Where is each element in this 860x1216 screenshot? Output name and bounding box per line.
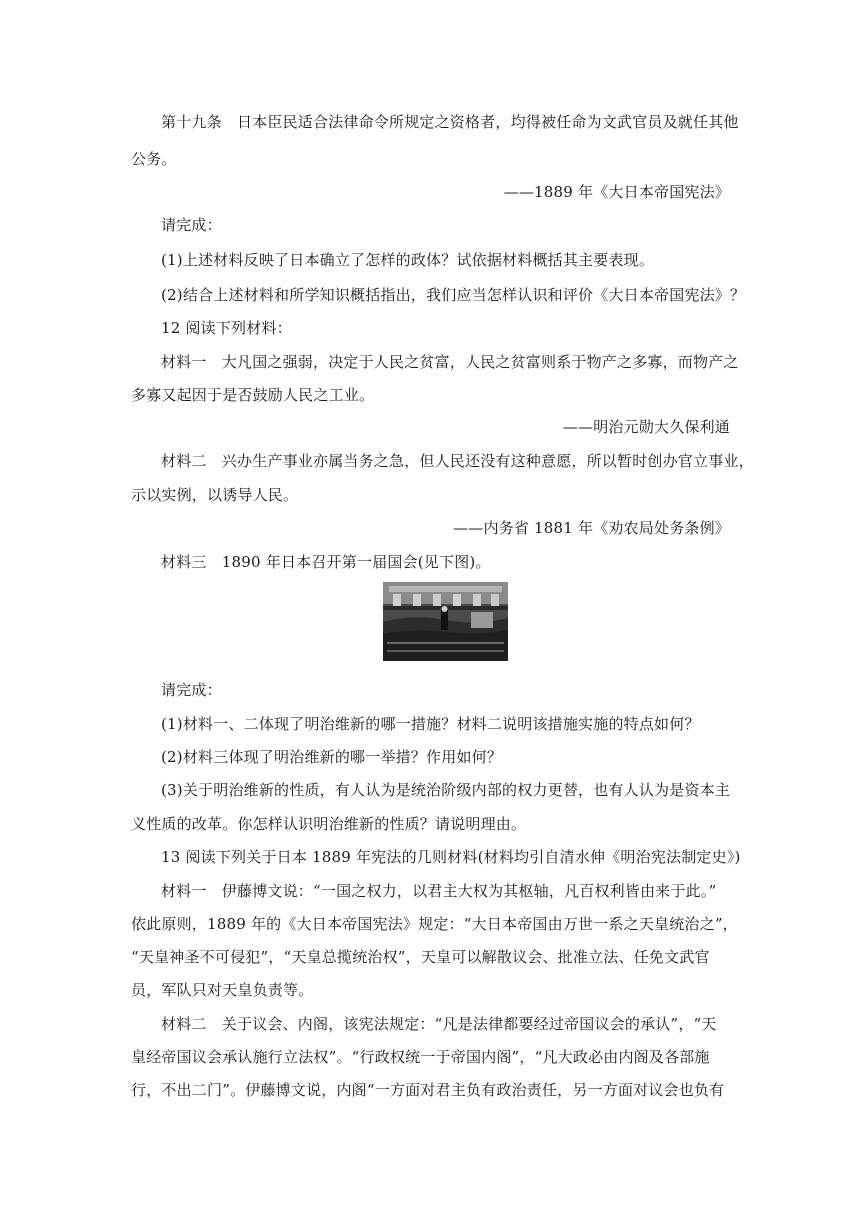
- q13-material-2-line-3: 行，不出二门”。伊藤博文说，内阁“一方面对君主负有政治责任，另一方面对议会也负有: [131, 1081, 725, 1099]
- question-3-line-2: 义性质的改革。你怎样认识明治维新的性质？请说明理由。: [131, 815, 527, 833]
- material-3-line: 材料三 1890 年日本召开第一届国会(见下图)。: [161, 553, 491, 571]
- material-2-line-1: 材料二 兴办生产事业亦属当务之急，但人民还没有这种意愿，所以暂时创办官立事业，: [161, 452, 754, 470]
- q13-material-2-line-2: 皇经帝国议会承认施行立法权”。“行政权统一于帝国内阁”，“凡大政必由内阁及各部施: [131, 1048, 710, 1066]
- task-heading: 请完成：: [161, 681, 222, 699]
- question-13-heading: 13 阅读下列关于日本 1889 年宪法的几则材料(材料均引自清水伸《明治宪法制定史》): [161, 848, 741, 866]
- article-19-line-1: 第十九条 日本臣民适合法律命令所规定之资格者，均得被任命为文武官员及就任其他: [161, 113, 739, 131]
- question-2: (2)结合上述材料和所学知识概括指出，我们应当怎样认识和评价《大日本帝国宪法》？: [161, 286, 746, 304]
- material-1-line-2: 多寡又起因于是否鼓励人民之工业。: [131, 386, 375, 404]
- question-3-line-1: (3)关于明治维新的性质，有人认为是统治阶级内部的权力更替，也有人认为是资本主: [161, 781, 731, 799]
- source-citation: ——1889 年《大日本帝国宪法》: [503, 183, 730, 201]
- article-19-line-2: 公务。: [131, 150, 177, 168]
- question-2: (2)材料三体现了明治维新的哪一举措？作用如何？: [161, 748, 503, 766]
- q13-material-2-line-1: 材料二 关于议会、内阁，该宪法规定：“凡是法律都要经过帝国议会的承认”，“天: [161, 1015, 717, 1033]
- q13-material-1-line-3: “天皇神圣不可侵犯”，“天皇总揽统治权”，天皇可以解散议会、批准立法、任免文武官: [131, 948, 710, 966]
- question-1: (1)材料一、二体现了明治维新的哪一措施？材料二说明该措施实施的特点如何？: [161, 715, 700, 733]
- task-heading: 请完成：: [161, 216, 222, 234]
- material-1-line-1: 材料一 大凡国之强弱，决定于人民之贫富，人民之贫富则系于物产之多寡，而物产之: [161, 353, 739, 371]
- question-1: (1)上述材料反映了日本确立了怎样的政体？试依据材料概括其主要表现。: [161, 251, 655, 269]
- q13-material-1-line-1: 材料一 伊藤博文说：“一国之权力，以君主大权为其枢轴，凡百权利皆由来于此。”: [161, 882, 717, 900]
- material-2-line-2: 示以实例，以诱导人民。: [131, 486, 299, 504]
- q13-material-1-line-2: 依此原则，1889 年的《大日本帝国宪法》规定：“大日本帝国由万世一系之天皇统治之”，: [131, 915, 738, 933]
- source-citation: ——明治元勋大久保利通: [562, 418, 730, 436]
- source-citation: ——内务省 1881 年《劝农局处务条例》: [453, 519, 730, 537]
- question-12-heading: 12 阅读下列材料：: [161, 319, 292, 337]
- diet-session-photo: [383, 582, 508, 661]
- q13-material-1-line-4: 员，军队只对天皇负责等。: [131, 981, 314, 999]
